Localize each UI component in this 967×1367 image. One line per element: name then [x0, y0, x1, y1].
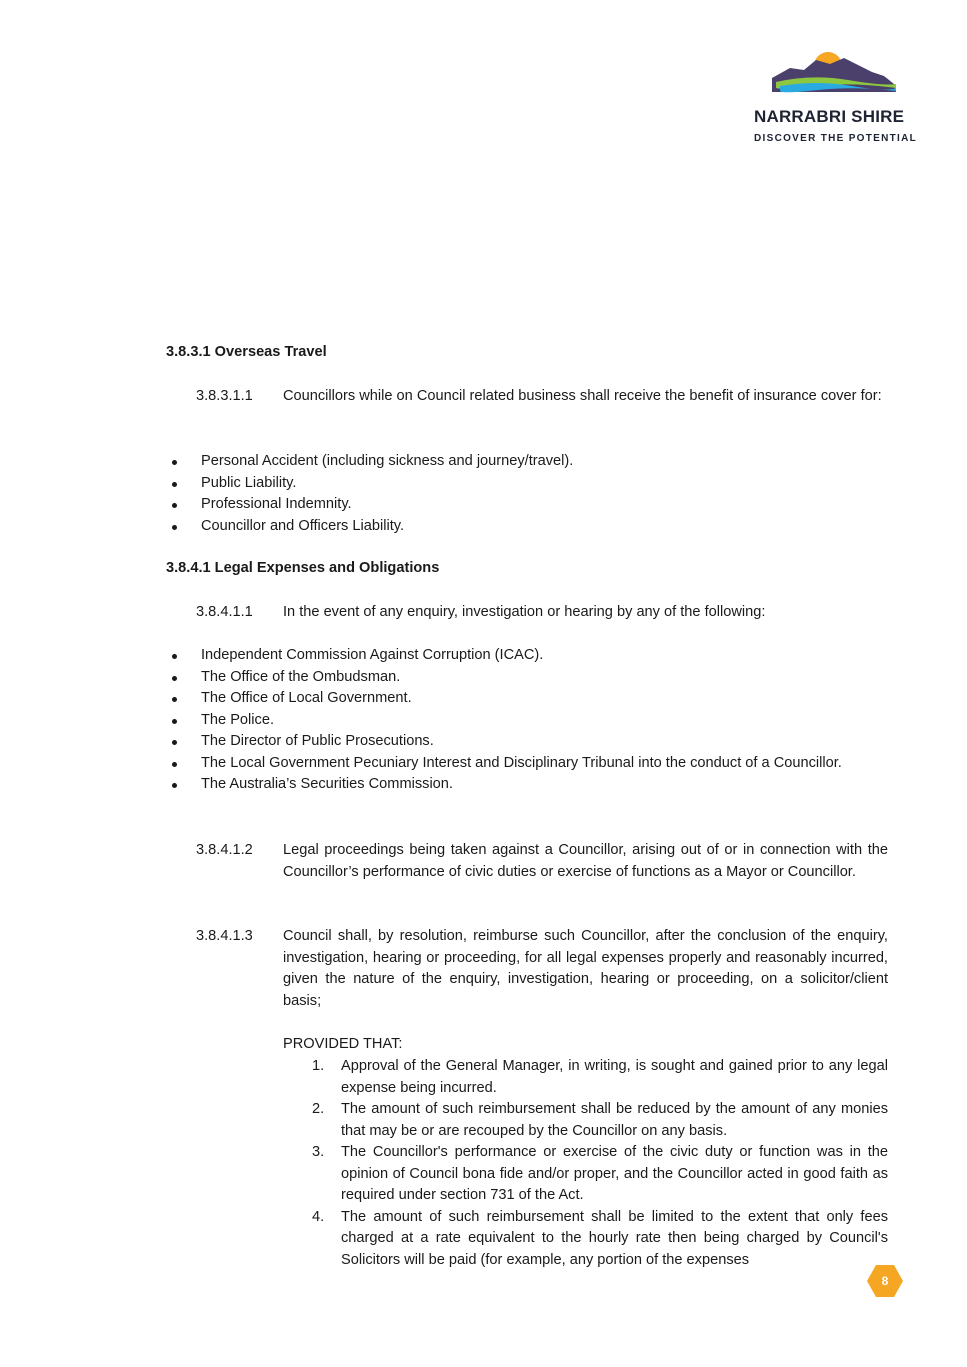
logo-tagline: DISCOVER THE POTENTIAL: [754, 133, 918, 144]
list-item: 4. The amount of such reimbursement shall be limited to the extent that only fees charged at a rate equivalent to the hourly rate then being charged by Council's Solicitors will be paid (for example, any portion of the expenses: [312, 1208, 888, 1268]
page-number: 8: [881, 1274, 889, 1288]
bullet-icon: [172, 503, 177, 508]
bullet-icon: [172, 654, 177, 659]
bullet-icon: [172, 783, 177, 788]
clause-number: 3.8.3.1.1: [196, 388, 253, 404]
logo-name: NARRABRI SHIRE: [754, 107, 905, 126]
bullet-icon: [172, 482, 177, 487]
list-item: The Office of the Ombudsman.: [166, 667, 888, 689]
list-item: The Australia’s Securities Commission.: [166, 774, 888, 796]
list-item: Professional Indemnity.: [166, 494, 888, 516]
item-number: 1.: [312, 1058, 325, 1074]
list-item: The Police.: [166, 710, 888, 732]
bullet-icon: [172, 676, 177, 681]
bullet-icon: [172, 697, 177, 702]
clause-text: Legal proceedings being taken against a Councillor, arising out of or in connection with the Councillor’s performance of civic duties or exercise of functions as a Mayor or Councillor.: [283, 842, 888, 880]
list-item: 2. The amount of such reimbursement shall be reduced by the amount of any monies that may be or are recouped by the Councillor on any basis.: [312, 1101, 888, 1139]
list-item: 1. Approval of the General Manager, in writing, is sought and gained prior to any legal expense being incurred.: [312, 1058, 888, 1096]
section-heading-overseas-travel: 3.8.3.1 Overseas Travel: [166, 344, 327, 360]
insurance-cover-list: [166, 451, 888, 537]
bullet-icon: [172, 525, 177, 530]
list-item: Independent Commission Against Corruption (ICAC).: [166, 645, 888, 667]
item-number: 3.: [312, 1144, 325, 1160]
provided-that-label: PROVIDED THAT:: [283, 1036, 403, 1052]
clause-number: 3.8.4.1.2: [196, 842, 253, 858]
clause-number: 3.8.4.1.3: [196, 928, 253, 944]
section-heading-legal-expenses: 3.8.4.1 Legal Expenses and Obligations: [166, 560, 440, 576]
bullet-icon: [172, 719, 177, 724]
item-number: 2.: [312, 1101, 325, 1117]
page-number-badge: [866, 1264, 904, 1298]
clause-text: Councillors while on Council related business shall receive the benefit of insurance cover for:: [283, 388, 882, 404]
list-item: Public Liability.: [166, 473, 888, 495]
item-number: 4.: [312, 1208, 325, 1225]
bullet-icon: [172, 460, 177, 465]
list-item: Councillor and Officers Liability.: [166, 516, 888, 538]
enquiry-bodies-list: [166, 645, 888, 796]
bullet-icon: [172, 740, 177, 745]
list-item: The Local Government Pecuniary Interest and Disciplinary Tribunal into the conduct of a Councillor.: [166, 753, 888, 775]
list-item: The Director of Public Prosecutions.: [166, 731, 888, 753]
list-item: 3. The Councillor's performance or exercise of the civic duty or function was in the opinion of Council bona fide and/or proper, and the Councillor acted in good faith as required under section 731 of the Act.: [312, 1144, 888, 1203]
clause-number: 3.8.4.1.1: [196, 604, 253, 620]
provisions-list: [283, 1056, 888, 1271]
bullet-icon: [172, 762, 177, 767]
narrabri-shire-logo: [748, 48, 920, 148]
clause-text: In the event of any enquiry, investigation or hearing by any of the following:: [283, 604, 766, 620]
list-item: Personal Accident (including sickness and journey/travel).: [166, 451, 888, 473]
landscape-logo-icon: [772, 48, 896, 100]
clause-text: Council shall, by resolution, reimburse such Councillor, after the conclusion of the enquiry, investigation, hearing or proceeding, for all legal expenses properly and reasonably incurred, given the nature of the enquiry, investigation, hearing or proceeding, on a solicitor/client basis;: [283, 928, 888, 1009]
list-item: The Office of Local Government.: [166, 688, 888, 710]
